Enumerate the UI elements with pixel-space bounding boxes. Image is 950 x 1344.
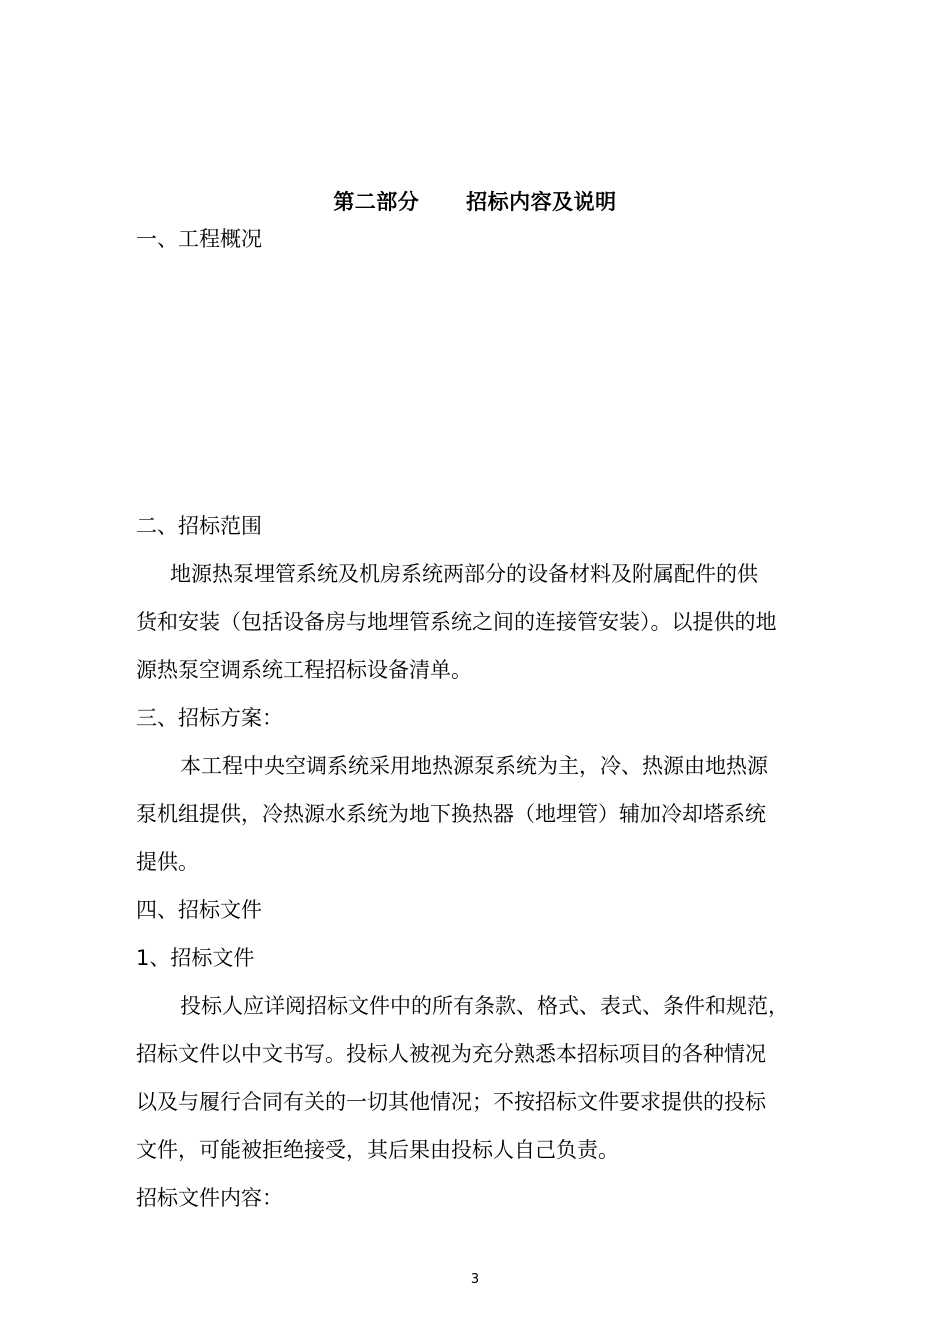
paragraph-line: 以及与履行合同有关的一切其他情况；不按招标文件要求提供的投标 <box>136 1090 766 1114</box>
paragraph-line: 文件，可能被拒绝接受，其后果由投标人自己负责。 <box>136 1138 619 1162</box>
paragraph-line: 泵机组提供，冷热源水系统为地下换热器（地埋管）辅加冷却塔系统 <box>136 802 766 826</box>
contents-heading: 招标文件内容： <box>136 1186 283 1210</box>
page-number: 3 <box>470 1272 480 1287</box>
section-heading-bid-documents: 四、招标文件 <box>136 898 262 922</box>
paragraph-line: 本工程中央空调系统采用地热源泵系统为主，冷、热源由地热源 <box>180 754 768 778</box>
paragraph-line: 投标人应详阅招标文件中的所有条款、格式、表式、条件和规范， <box>180 994 789 1018</box>
paragraph-line: 招标文件以中文书写。投标人被视为充分熟悉本招标项目的各种情况 <box>136 1042 766 1066</box>
section-heading-bid-plan: 三、招标方案： <box>136 706 283 730</box>
paragraph-line: 地源热泵埋管系统及机房系统两部分的设备材料及附属配件的供 <box>170 562 758 586</box>
section-heading-bid-scope: 二、招标范围 <box>136 514 262 538</box>
paragraph-line: 货和安装（包括设备房与地埋管系统之间的连接管安装）。以提供的地 <box>136 610 777 634</box>
paragraph-line: 源热泵空调系统工程招标设备清单。 <box>136 658 472 682</box>
paragraph-line: 提供。 <box>136 850 199 874</box>
subsection-heading-bid-documents: 1、招标文件 <box>136 946 255 970</box>
page-title: 第二部分 招标内容及说明 <box>333 190 617 214</box>
section-heading-project-overview: 一、工程概况 <box>136 227 262 251</box>
